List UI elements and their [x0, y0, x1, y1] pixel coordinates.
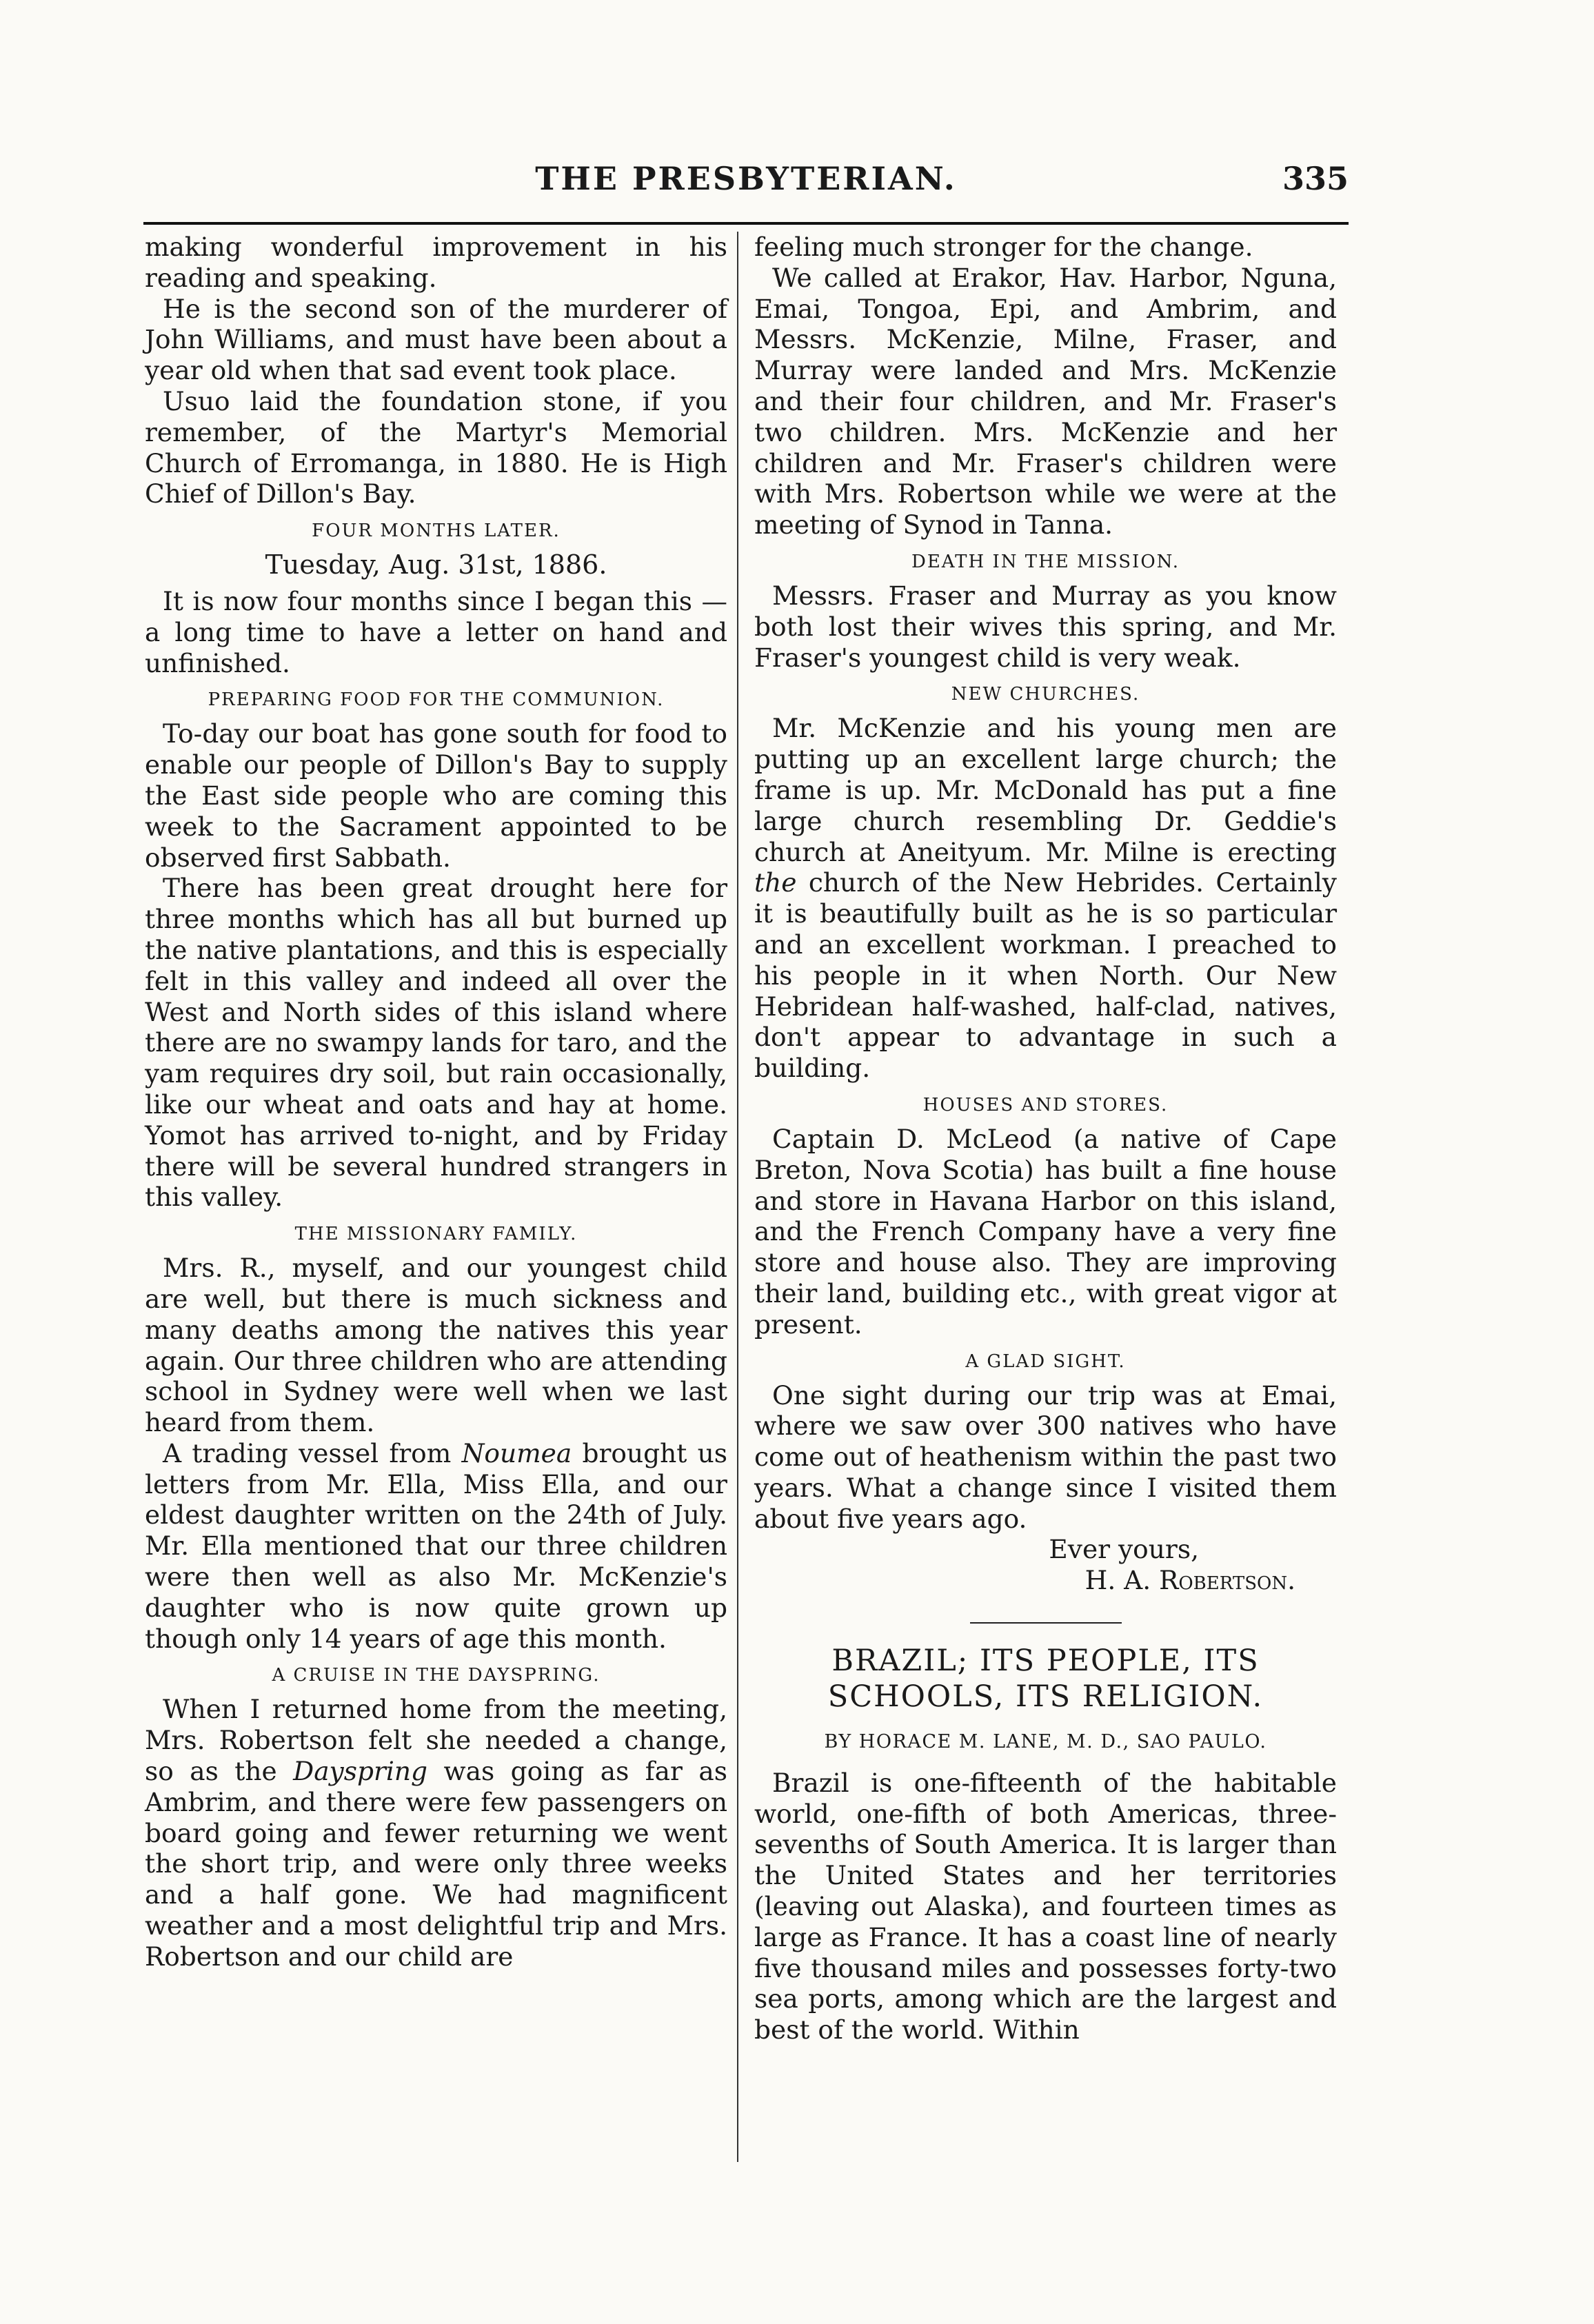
dateline: Tuesday, Aug. 31st, 1886.	[265, 549, 607, 580]
page-header	[143, 160, 1349, 208]
left-column	[145, 232, 727, 1972]
paragraph-brazil: Brazil is one-fifteenth of the habitable world, one-fifth of both Americas, three-sevenths of South America. It is larger than the United States and her territories (leaving out Alaska), and fourteen times as large as France. It has a coast line of nearly five thousand miles and possesses forty-two sea ports, among which are the largest and best of the world. Within	[754, 1767, 1337, 2045]
paragraph-intro: making wonderful improvement in his reading and speaking.	[145, 232, 727, 293]
article-separator	[970, 1622, 1122, 1624]
cruise-text-b: was going as far as Ambrim, and there were few passengers on board going and fewer returning we went the short trip, and were only three weeks and a half gone. We had magnificent weather and a most delightful trip and Mrs. Robertson and our child are	[145, 1756, 727, 1972]
article-title: BRAZIL; ITS PEOPLE, ITS SCHOOLS, ITS RELIGION.	[827, 1644, 1264, 1715]
section-heading-four-months: FOUR MONTHS LATER.	[312, 521, 561, 542]
page-number: 335	[1282, 160, 1349, 197]
cruise-text-a: When I returned home from the meeting, Mrs. Robertson felt she needed a change, so as the	[145, 1694, 727, 1787]
paragraph-usuo: Usuo laid the foundation stone, if you remember, of the Martyr's Memorial Church of Erromanga, in 1880. He is High Chief of Dillon's Bay.	[145, 385, 727, 509]
column-divider	[737, 232, 738, 2162]
right-column	[754, 232, 1337, 2045]
paragraph-death: Messrs. Fraser and Murray as you know both lost their wives this spring, and Mr. Fraser's youngest child is very weak.	[754, 580, 1337, 673]
trading-text-italic: Noumea	[461, 1437, 572, 1468]
section-heading-glad: A GLAD SIGHT.	[965, 1351, 1126, 1372]
section-heading-cruise: A CRUISE IN THE DAYSPRING.	[272, 1665, 601, 1686]
churches-text-italic: the	[754, 867, 797, 898]
letter-signature: H. A. Robertson.	[1084, 1565, 1295, 1596]
churches-text-a: Mr. McKenzie and his young men are putting up an excellent large church; the frame is up. Mr. McDonald has put a fine large church resembling Dr. Geddie's church at Aneityum. Mr. Milne is erecting	[754, 713, 1337, 867]
letter-closing: Ever yours,	[1049, 1534, 1199, 1565]
paragraph-glad: One sight during our trip was at Emai, where we saw over 300 natives who have come out of heathenism within the past two years. What a change since I visited them about five years ago.	[754, 1380, 1337, 1534]
paragraph-family: Mrs. R., myself, and our youngest child are well, but there is much sickness and many deaths among the natives this year again. Our three children who are attending school in Sydney were well when we last heard from them.	[145, 1253, 727, 1438]
paragraph-houses: Captain D. McLeod (a native of Cape Breton, Nova Scotia) has built a fine house and store in Havana Harbor on this island, and the French Company have a very fine store and house also. They are improving their land, building etc., with great vigor at present.	[754, 1123, 1337, 1340]
running-title: THE PRESBYTERIAN.	[535, 160, 957, 197]
churches-text-b: church of the New Hebrides. Certainly it is beautifully built as he is so particular and an excellent workman. I preached to his people in it when North. Our New Hebridean half-washed, half-clad, natives, don't appear to advantage in such a building.	[754, 867, 1337, 1084]
paragraph-four-months: It is now four months since I began this —a long time to have a letter on hand and unfinished.	[145, 585, 727, 678]
paragraph-continue: feeling much stronger for the change.	[754, 232, 1253, 262]
paragraph-second-son: He is the second son of the murderer of John Williams, and must have been about a year old when that sad event took place.	[145, 293, 727, 386]
cruise-text-italic: Dayspring	[293, 1756, 428, 1787]
section-heading-family: THE MISSIONARY FAMILY.	[294, 1224, 578, 1245]
section-heading-death: DEATH IN THE MISSION.	[911, 551, 1180, 572]
paragraph-cruise	[145, 1694, 727, 1972]
section-heading-food: PREPARING FOOD FOR THE COMMUNION.	[208, 689, 665, 711]
paragraph-trading	[145, 1438, 727, 1655]
section-heading-churches: NEW CHURCHES.	[951, 684, 1140, 705]
trading-text-b: brought us letters from Mr. Ella, Miss Ella, and our eldest daughter written on the 24th of July. Mr. Ella mentioned that our three children were then well as also Mr. McKenzie's daughter who is now quite grown up though only 14 years of age this month.	[145, 1437, 728, 1654]
paragraph-food: To-day our boat has gone south for food to enable our people of Dillon's Bay to supply the East side people who are coming this week to the Sacrament appointed to be observed first Sabbath.	[145, 718, 727, 873]
section-heading-houses: HOUSES AND STORES.	[922, 1094, 1169, 1115]
article-byline: BY HORACE M. LANE, M. D., SAO PAULO.	[824, 1731, 1267, 1753]
paragraph-erakor: We called at Erakor, Hav. Harbor, Nguna, Emai, Tongoa, Epi, and Ambrim, and Messrs. McKenzie, Milne, Fraser, and Murray were landed and Mrs. McKenzie and their four children, and Mr. Fraser's two children. Mrs. McKenzie and her children and Mr. Fraser's children were with Mrs. Robertson while we were at the meeting of Synod in Tanna.	[754, 262, 1337, 540]
trading-text-a: A trading vessel from	[163, 1437, 462, 1468]
paragraph-drought: There has been great drought here for three months which has all but burned up the native plantations, and this is especially felt in this valley and indeed all over the West and North sides of this island where there are no swampy lands for taro, and the yam requires dry soil, but rain occasionally, like our wheat and oats and hay at home. Yomot has arrived to-night, and by Friday there will be several hundred strangers in this valley.	[145, 873, 727, 1213]
paragraph-churches	[754, 713, 1337, 1084]
header-rule	[143, 222, 1349, 225]
